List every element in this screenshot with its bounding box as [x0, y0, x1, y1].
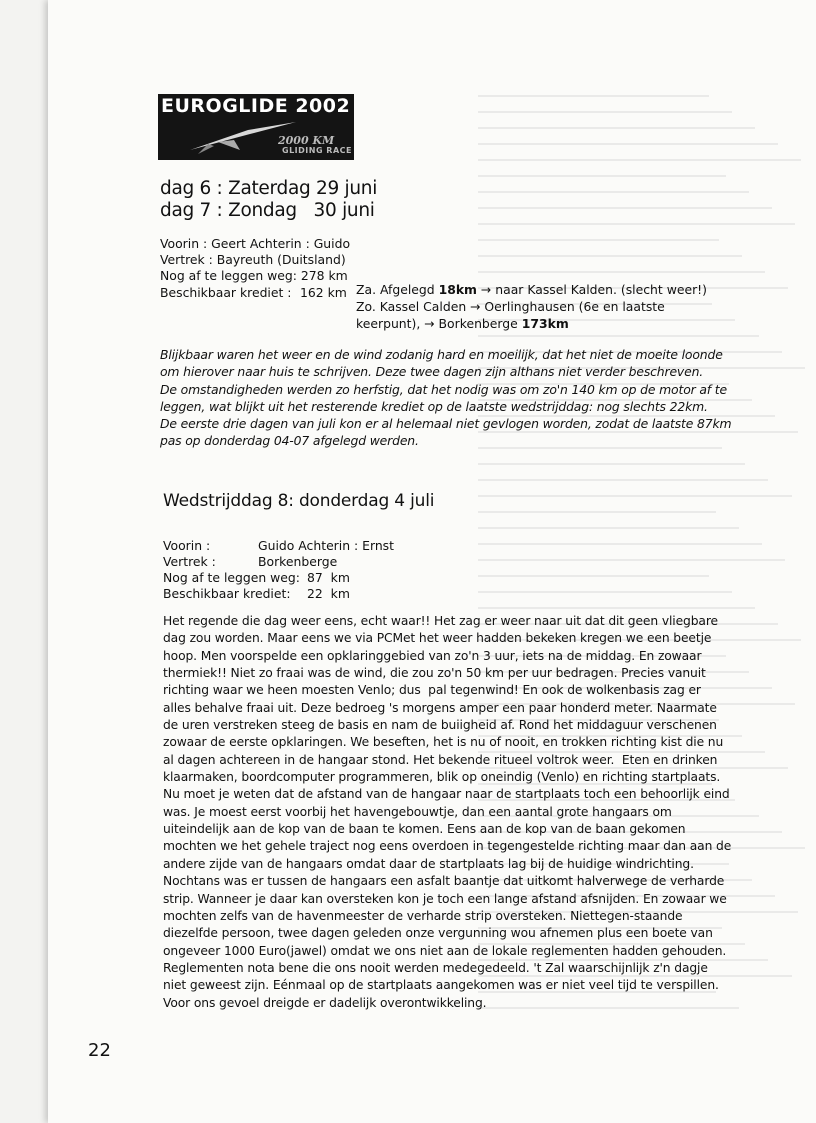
heading-day7: dag 7 : Zondag 30 juni [160, 200, 375, 221]
show-through-line [478, 479, 768, 481]
show-through-line [478, 127, 755, 129]
body-line: Het regende die dag weer eens, echt waar!! Het zag er weer naar uit dat dit geen vliegbare [163, 614, 718, 628]
show-through-line [478, 559, 785, 561]
show-through-line [478, 607, 755, 609]
show-through-line [478, 255, 742, 257]
route-sunday-line1: Zo. Kassel Calden → Oerlinghausen (6e en laatste [356, 299, 665, 314]
body-line: zowaar de eerste opklaringen. We beseften, het is nu of nooit, en trokken richting kist die nu [163, 735, 724, 750]
show-through-line [478, 495, 792, 497]
body-line: Nochtans was er tussen de hangaars een asfalt baantje dat uitkomt halverwege de verharde [163, 874, 725, 889]
show-through-line [478, 591, 732, 593]
show-through-line [478, 159, 801, 161]
route-sat-km: 18km [438, 282, 477, 297]
show-through-line [478, 335, 759, 337]
euroglide-logo [158, 94, 354, 160]
body-line: thermiek!! Niet zo fraai was de wind, die zou zo'n 50 km per uur bedragen. Precies vanuit [163, 666, 706, 681]
show-through-line [478, 143, 778, 145]
show-through-line [478, 511, 716, 513]
show-through-line [478, 191, 749, 193]
italic-line: om hierover naar huis te schrijven. Deze twee dagen zijn althans niet verder beschreven. [160, 364, 704, 380]
heading-race-day-8: Wedstrijddag 8: donderdag 4 juli [163, 491, 435, 511]
show-through-line [478, 95, 709, 97]
italic-line: De eerste drie dagen van juli kon er al helemaal niet gevlogen worden, zodat de laatste 87km [160, 416, 732, 432]
departure-value: Borkenberge [258, 554, 338, 569]
route-sunday-line2 [356, 316, 569, 331]
crew-line: Voorin : Geert Achterin : Guido [160, 236, 351, 251]
body-line: de uren verstreken steeg de basis en nam de buiigheid af. Rond het middaguur verschenen [163, 718, 717, 733]
show-through-line [478, 223, 795, 225]
body-line: ongeveer 1000 Euro(jawel) omdat we ons niet aan de lokale reglementen hadden gehouden. [163, 943, 727, 958]
credit-label-2: Beschikbaar krediet: [163, 586, 291, 601]
body-line: richting waar we heen moesten Venlo; dus pal tegenwind! En ook de wolkenbasis zag er [163, 683, 701, 698]
remaining-value: 87 km [307, 570, 350, 585]
italic-line: pas op donderdag 04-07 afgelegd werden. [160, 433, 419, 449]
route-sat-prefix: Za. Afgelegd [356, 282, 439, 297]
body-line: niet geweest zijn. Eénmaal op de startplaats aangekomen was er niet veel tijd te verspillen. [163, 978, 719, 993]
show-through-line [478, 271, 765, 273]
body-line: was. Je moest eerst voorbij het havengebouwtje, dan een aantal grote hangaars om [163, 804, 672, 819]
show-through-line [478, 575, 709, 577]
show-through-line [478, 175, 726, 177]
logo-tagline: GLIDING RACE [282, 146, 352, 155]
body-line: andere zijde van de hangaars omdat daar de startplaats lag bij de huidige windrichting. [163, 856, 694, 871]
show-through-line [478, 207, 772, 209]
body-line: mochten we het gehele traject nog eens overdoen in tegengestelde richting maar dan aan de [163, 839, 732, 854]
body-line: hoop. Men voorspelde een opklaringgebied van zo'n 3 uur, iets na de middag. En zowaar [163, 648, 702, 663]
crew-label: Voorin : [163, 538, 211, 553]
body-line: Nu moet je weten dat de afstand van de hangaar naar de startplaats toch een behoorlijk eind [163, 787, 730, 802]
credit-value: 162 km [300, 285, 347, 300]
body-line: klaarmaken, boordcomputer programmeren, blik op oneindig (Venlo) en richting startplaats. [163, 770, 721, 785]
logo-title: EUROGLIDE 2002 [161, 95, 351, 117]
remaining-distance-line: Nog af te leggen weg: 278 km [160, 268, 348, 283]
show-through-line [478, 239, 719, 241]
remaining-label: Nog af te leggen weg: [163, 570, 300, 585]
italic-line: De omstandigheden werden zo herfstig, dat het nodig was om zo'n 140 km op de motor af te [160, 381, 727, 397]
departure-line: Vertrek : Bayreuth (Duitsland) [160, 252, 346, 267]
departure-label: Vertrek : [163, 554, 216, 569]
show-through-line [478, 463, 745, 465]
body-line: mochten zelfs van de havenmeester de verharde strip oversteken. Niettegen-staande [163, 908, 683, 923]
body-line: Voor ons gevoel dreigde er dadelijk overontwikkeling. [163, 995, 487, 1010]
body-line: dag zou worden. Maar eens we via PCMet het weer hadden bekeken kregen we een beetje [163, 631, 712, 646]
heading-day6: dag 6 : Zaterdag 29 juni [160, 178, 378, 199]
body-line: uiteindelijk aan de kop van de baan te komen. Eens aan de kop van de baan gekomen [163, 822, 686, 837]
body-line: diezelfde persoon, twee dagen geleden onze vergunning wou afnemen plus een boete van [163, 926, 713, 941]
route-sat-suffix: → naar Kassel Kalden. (slecht weer!) [476, 282, 707, 297]
body-line: alles behalve fraai uit. Deze bedroeg 's morgens amper een paar honderd meter. Naarmate [163, 700, 717, 715]
italic-line: Blijkbaar waren het weer en de wind zodanig hard en moeilijk, dat het niet de moeite loonde [160, 347, 723, 362]
italic-note [160, 346, 732, 450]
route-sun-km: 173km [521, 316, 569, 331]
credit-label: Beschikbaar krediet : [160, 285, 292, 300]
credit-value-2: 22 km [307, 586, 350, 601]
body-line: strip. Wanneer je daar kan oversteken kon je toch een lange afstand afsnijden. En zowaar we [163, 891, 727, 906]
show-through-line [478, 111, 732, 113]
race-report-body [163, 613, 732, 1012]
route-sun-prefix: keerpunt), → Borkenberge [356, 316, 522, 331]
logo-subtitle: 2000 KM [278, 134, 335, 147]
italic-line: leggen, wat blijkt uit het resterende krediet op de laatste wedstrijddag: nog slechts 22km. [160, 398, 708, 414]
page-number: 22 [88, 1040, 111, 1061]
show-through-line [478, 527, 739, 529]
body-line: Reglementen nota bene die ons nooit werden medegedeeld. 't Zal waarschijnlijk z'n dagje [163, 960, 708, 975]
crew-value: Guido Achterin : Ernst [258, 538, 395, 553]
route-saturday [356, 282, 707, 297]
show-through-line [478, 543, 762, 545]
body-line: al dagen achtereen in de hangaar stond. Het bekende ritueel voltrok weer. Eten en drinken [163, 752, 718, 767]
